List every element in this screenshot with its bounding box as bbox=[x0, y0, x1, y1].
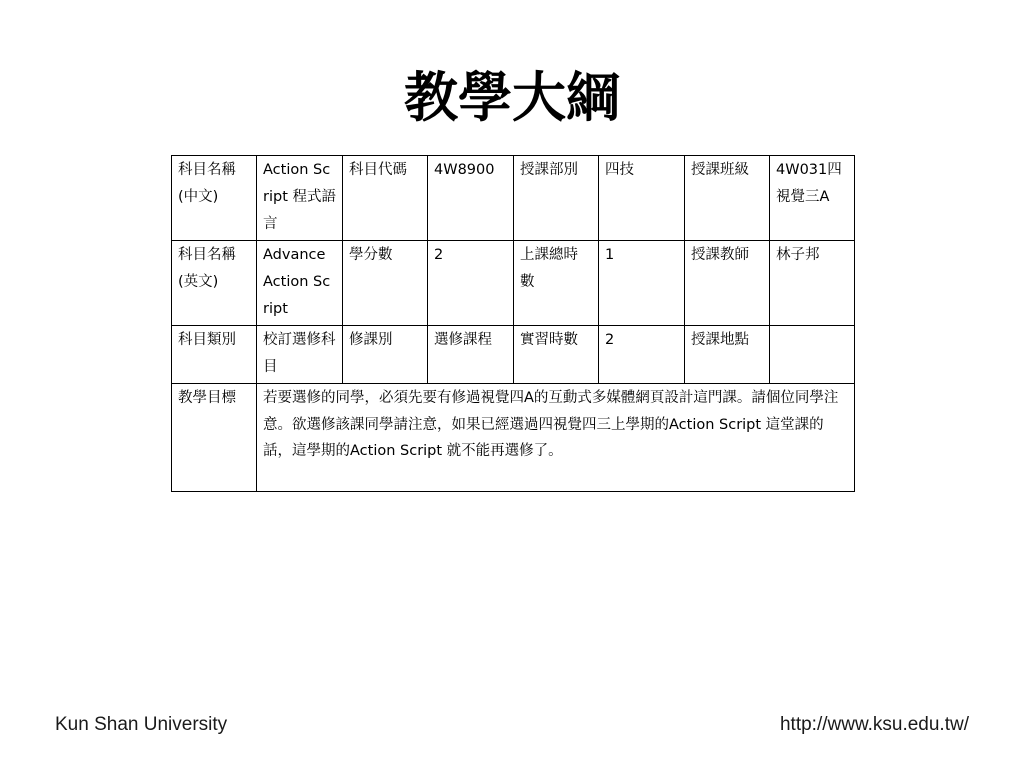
value-class: 4W031四視覺三A bbox=[770, 156, 855, 241]
value-course-category: 校訂選修科目 bbox=[257, 326, 343, 384]
label-course-type: 修課別 bbox=[343, 326, 428, 384]
slide-title: 教學大綱 bbox=[404, 66, 620, 129]
footer-website-url[interactable]: http://www.ksu.edu.tw/ bbox=[779, 714, 969, 735]
label-department: 授課部別 bbox=[514, 156, 599, 241]
label-teacher: 授課教師 bbox=[685, 241, 770, 326]
value-department: 四技 bbox=[599, 156, 685, 241]
label-course-name-chinese: 科目名稱(中文) bbox=[172, 156, 257, 241]
value-teacher: 林子邦 bbox=[770, 241, 855, 326]
label-class: 授課班級 bbox=[685, 156, 770, 241]
value-credits: 2 bbox=[428, 241, 514, 326]
table-row bbox=[172, 326, 855, 384]
value-course-code: 4W8900 bbox=[428, 156, 514, 241]
label-credits: 學分數 bbox=[343, 241, 428, 326]
syllabus-table bbox=[171, 155, 855, 492]
table-row bbox=[172, 156, 855, 241]
value-total-hours: 1 bbox=[599, 241, 685, 326]
value-course-name-chinese: Action Script 程式語言 bbox=[257, 156, 343, 241]
label-total-hours: 上課總時數 bbox=[514, 241, 599, 326]
value-course-type: 選修課程 bbox=[428, 326, 514, 384]
value-location bbox=[770, 326, 855, 384]
table-row bbox=[172, 384, 855, 492]
label-location: 授課地點 bbox=[685, 326, 770, 384]
footer-university-name: Kun Shan University bbox=[55, 714, 228, 735]
label-course-category: 科目類別 bbox=[172, 326, 257, 384]
value-course-name-english: Advance Action Script bbox=[257, 241, 343, 326]
value-practice-hours: 2 bbox=[599, 326, 685, 384]
table-row bbox=[172, 241, 855, 326]
label-course-name-english: 科目名稱(英文) bbox=[172, 241, 257, 326]
label-practice-hours: 實習時數 bbox=[514, 326, 599, 384]
value-teaching-objective: 若要選修的同學，必須先要有修過視覺四A的互動式多媒體網頁設計這門課。請個位同學注意。欲選修該課同學請注意，如果已經選過四視覺四三上學期的Action Script 這堂課的話，這學期的Action Script 就不能再選修了。 bbox=[257, 384, 855, 492]
label-teaching-objective: 教學目標 bbox=[172, 384, 257, 492]
label-course-code: 科目代碼 bbox=[343, 156, 428, 241]
